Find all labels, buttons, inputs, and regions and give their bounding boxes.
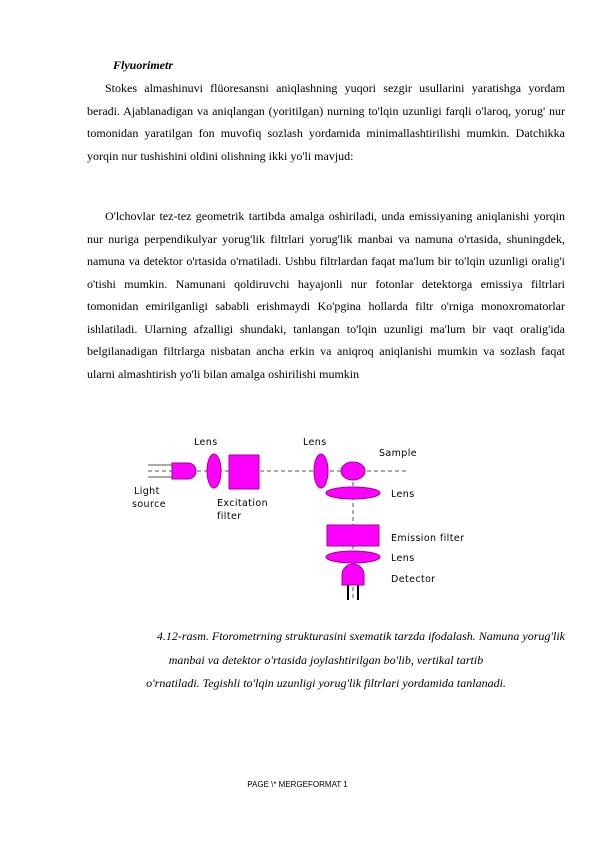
label-excitation-line1: Excitation <box>217 498 269 509</box>
detector-icon <box>342 564 364 585</box>
label-lens-right: Lens <box>391 489 415 500</box>
caption-line-1: 4.12-rasm. Ftorometrning strukturasini sxematik tarzda ifodalash. Namuna yorug'lik <box>156 629 565 643</box>
label-light-source-line1: Light <box>134 486 160 497</box>
lens-3-icon <box>326 487 380 499</box>
label-sample: Sample <box>379 448 418 459</box>
label-lens-top-mid: Lens <box>303 437 327 448</box>
lens-4-icon <box>326 551 380 563</box>
caption-line-2: manbai va detektor o'rtasida joylashtirilgan bo'lib, vertikal tartib <box>168 653 484 667</box>
lens-1-icon <box>207 454 221 488</box>
label-lens-bottom: Lens <box>391 553 415 564</box>
fluorimeter-diagram <box>128 435 500 603</box>
lens-2-icon <box>314 454 328 488</box>
label-light-source-line2: source <box>132 499 166 510</box>
label-lens-top-left: Lens <box>194 437 218 448</box>
label-detector: Detector <box>391 574 436 585</box>
label-emission-filter: Emission filter <box>391 533 465 544</box>
label-excitation-line2: filter <box>217 511 242 522</box>
sample-icon <box>341 462 365 480</box>
excitation-filter-icon <box>229 455 259 489</box>
paragraph-1: Stokes almashinuvi flüoresansni aniqlashning yuqori sezgir usullarini yaratishga yordam beradi. Ajablanadigan va aniqlangan (yoritilgan) nurning to'lqin uzunligi farqli o'laroq, yorug' nur tomonidan yaratilgan fon muvofiq sozlash yordamida minimallashtirilishi mumkin. Datchikka yorqin nur tushishini oldini olishning ikki yo'li mavjud: <box>87 81 565 163</box>
light-source-icon <box>172 463 196 479</box>
page-footer: PAGE \* MERGEFORMAT 1 <box>247 780 348 789</box>
paragraph-2: O'lchovlar tez-tez geometrik tartibda amalga oshiriladi, unda emissiyaning aniqlanishi yorqin nur nuriga perpendikulyar yorug'lik filtrlari yorug'lik manbai va namuna o'rtasida, shuningdek, namuna va detektor o'rtasida o'rnatiladi. Ushbu filtrlardan faqat ma'lum bir to'lqin uzunligi oralig'i o'tishi mumkin. Namunani qoldiruvchi hayajonli nur fotonlar detektorga emissiya filtrlari tomonidan emirilganligi sababli erishmaydi Ko'pgina hollarda filtr o'rniga monoxromatorlar ishlatiladi. Ularning afzalligi shundaki, tanlangan to'lqin uzunligi ma'lum bir vaqt oralig'ida belgilanadigan filtrlarga nisbatan ancha erkin va aniqroq aniqlanishi mumkin va sozlash faqat ularni almashtirish yo'li bilan amalga oshirilishi mumkin <box>87 209 565 381</box>
caption-line-3: o'rnatiladi. Tegishli to'lqin uzunligi yorug'lik filtrlari yordamida tanlanadi. <box>146 676 506 690</box>
emission-filter-icon <box>327 525 379 546</box>
section-heading: Flyuorimetr <box>113 58 174 72</box>
